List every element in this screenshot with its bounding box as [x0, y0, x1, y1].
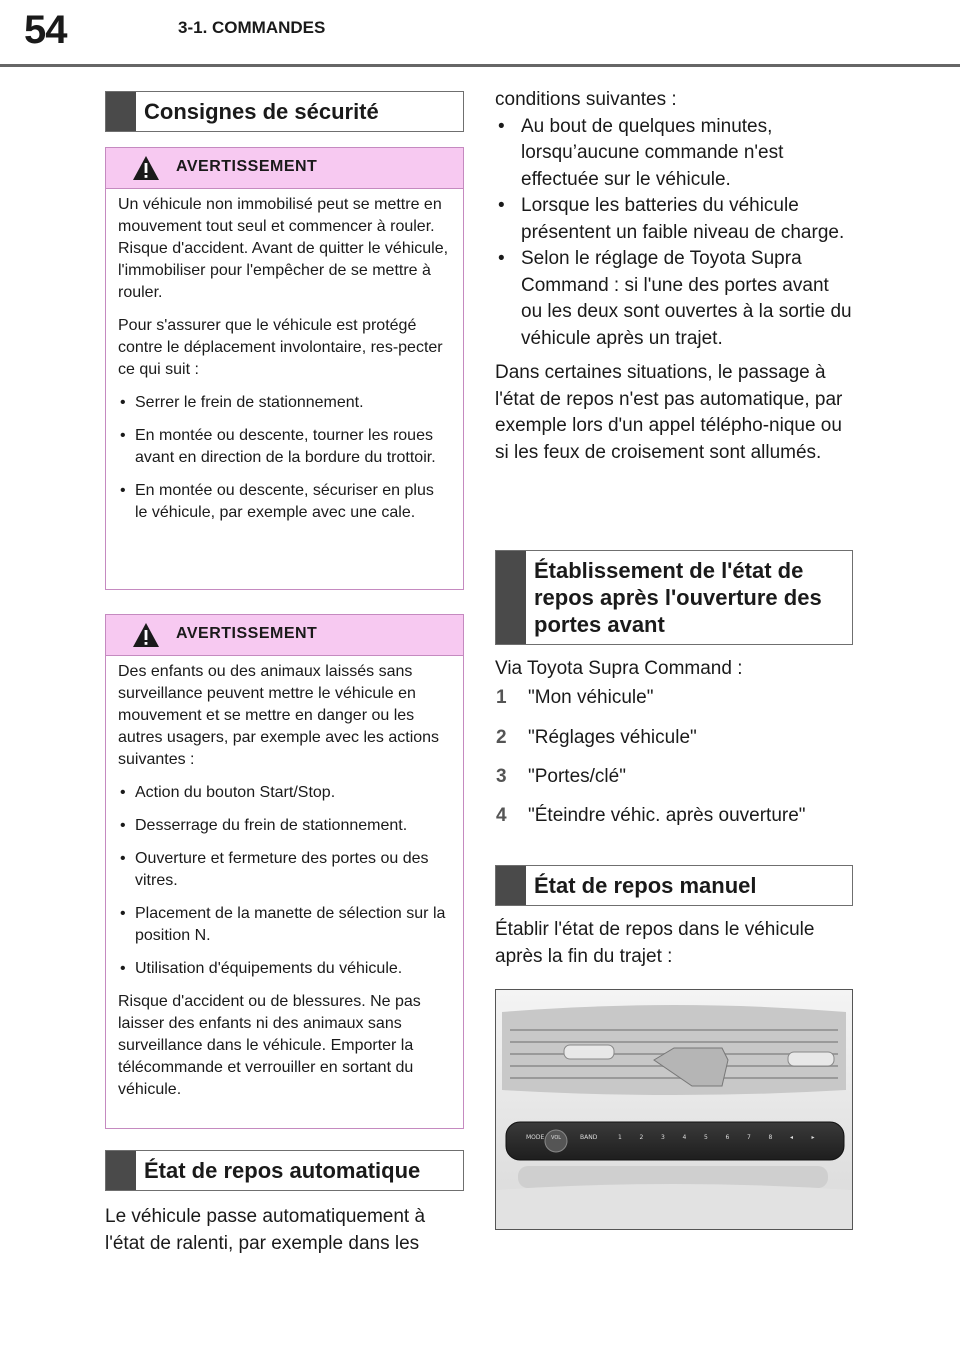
- step-text: "Portes/clé": [528, 766, 626, 787]
- step-text: "Éteindre véhic. après ouverture": [528, 805, 806, 826]
- warning-paragraph: Un véhicule non immobilisé peut se mettre en mouvement tout seul et commencer à rouler. Risque d'accident. Avant de quitter le véhicule, l'immobiliser pour l'empêcher de se mettre à rouler.: [118, 196, 449, 301]
- warning-paragraph: Pour s'assurer que le véhicule est protégé contre le déplacement involontaire, res-pecter ce qui suit :: [118, 317, 443, 378]
- warning-header: [106, 615, 463, 656]
- console-preset-label: 4: [682, 1134, 687, 1141]
- section-heading-standby-after-doors: [495, 550, 853, 645]
- console-preset-label: 3: [661, 1134, 665, 1141]
- console-vol-label: VOL: [551, 1135, 562, 1141]
- warning-bullet: • Serrer le frein de stationnement.: [118, 392, 449, 414]
- step-text: "Mon véhicule": [528, 687, 654, 708]
- warning-bullet: • Placement de la manette de sélection sur la position N.: [118, 903, 449, 947]
- dashboard-vents-image: [496, 990, 852, 1229]
- step-item: [496, 805, 806, 827]
- console-preset-label: ◂: [790, 1134, 794, 1141]
- warning-paragraph: Risque d'accident ou de blessures. Ne pas laisser des enfants ni des animaux sans surveillance dans le véhicule. Emporter la télécommande et verrouiller en sortant du véhicule.: [118, 993, 421, 1098]
- step-number: 2: [496, 727, 507, 748]
- header-divider: [0, 64, 960, 67]
- warning-bullet: • Desserrage du frein de stationnement.: [118, 815, 449, 837]
- console-preset-label: 2: [639, 1134, 644, 1141]
- warning-bullet: • En montée ou descente, sécuriser en plus le véhicule, par exemple avec une cale.: [118, 480, 449, 524]
- warning-bullet: • Utilisation d'équipements du véhicule.: [118, 958, 449, 980]
- console-preset-label: ▸: [811, 1134, 815, 1141]
- conditions-text: [495, 87, 855, 466]
- console-preset-label: 1: [618, 1134, 622, 1141]
- body-paragraph: [495, 917, 855, 970]
- section-heading-auto-standby: [105, 1150, 464, 1191]
- step-number: 3: [496, 766, 507, 787]
- console-preset-label: 6: [725, 1134, 730, 1141]
- warning-box-children: [105, 614, 464, 1129]
- console-preset-label: 7: [747, 1134, 751, 1141]
- console-band-label: BAND: [580, 1134, 598, 1141]
- step-item: [496, 727, 697, 749]
- step-text: "Réglages véhicule": [528, 727, 697, 748]
- warning-bullet: • Action du bouton Start/Stop.: [118, 782, 449, 804]
- warning-label: AVERTISSEMENT: [176, 625, 318, 642]
- console-preset-label: 5: [704, 1134, 708, 1141]
- step-number: 1: [496, 687, 507, 708]
- section-title: État de repos automatique: [144, 1158, 421, 1183]
- paragraph-text: conditions suivantes :: [495, 89, 677, 110]
- warning-bullet: • En montée ou descente, tourner les roues avant en direction de la bordure du trottoir.: [118, 425, 449, 469]
- condition-bullet: • Lorsque les batteries du véhicule présentent un faible niveau de charge.: [495, 193, 855, 246]
- via-text: Via Toyota Supra Command :: [495, 658, 743, 679]
- console-preset-label: 8: [768, 1134, 773, 1141]
- warning-header: [106, 148, 463, 189]
- body-paragraph: [105, 1204, 460, 1257]
- warning-triangle-icon: [132, 154, 160, 182]
- section-heading-manual-standby: [495, 865, 853, 906]
- step-item: [496, 766, 626, 788]
- warning-box-immobilize: [105, 147, 464, 590]
- paragraph-text: Le véhicule passe automatiquement à l'état de ralenti, par exemple dans les: [105, 1206, 426, 1254]
- paragraph-text: Établir l'état de repos dans le véhicule après la fin du trajet :: [495, 919, 815, 967]
- step-item: [496, 687, 653, 709]
- section-title: État de repos manuel: [534, 873, 757, 898]
- warning-label: AVERTISSEMENT: [176, 158, 318, 175]
- section-title: Consignes de sécurité: [144, 99, 379, 124]
- section-title: Établissement de l'état de repos après l'ouverture des portes avant: [534, 558, 822, 637]
- paragraph-text: Dans certaines situations, le passage à l'état de repos n'est pas automatique, par exemple lors d'un appel télépho-nique ou si les feux de croisement sont allumés.: [495, 362, 843, 463]
- console-mode-label: MODE: [526, 1134, 545, 1141]
- condition-bullet: • Selon le réglage de Toyota Supra Command : si l'une des portes avant ou les deux sont ouvertes à la sortie du véhicule après un trajet.: [495, 246, 855, 352]
- warning-triangle-icon: [132, 621, 160, 649]
- page-number: 54: [24, 8, 67, 52]
- condition-bullet: • Au bout de quelques minutes, lorsqu’aucune commande n'est effectuée sur le véhicule.: [495, 114, 855, 194]
- step-number: 4: [496, 805, 507, 826]
- section-heading-safety: [105, 91, 464, 132]
- warning-paragraph: Des enfants ou des animaux laissés sans surveillance peuvent mettre le véhicule en mouvement et se mettre en danger ou les autres usagers, par exemple avec les actions suivantes :: [118, 663, 440, 768]
- chapter-title: 3-1. COMMANDES: [178, 18, 326, 37]
- console-illustration: [495, 989, 853, 1230]
- warning-bullet: • Ouverture et fermeture des portes ou des vitres.: [118, 848, 449, 892]
